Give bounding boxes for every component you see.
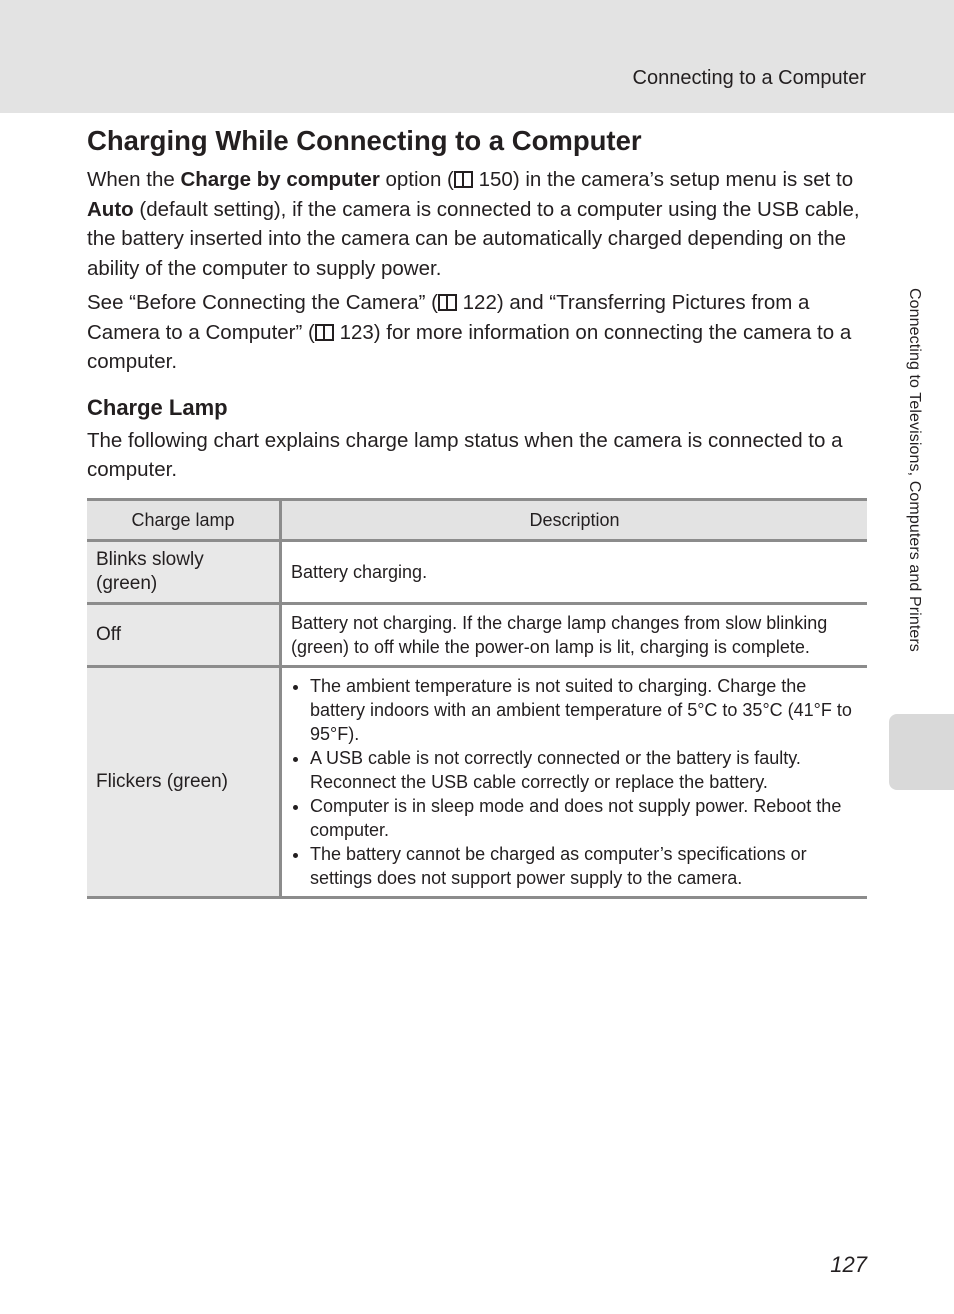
column-header: Charge lamp [87,500,281,541]
see-also-paragraph: See “Before Connecting the Camera” ( 122) and “Transferring Pictures from a Camera to a Computer” ( 123) for more information on connecting the camera to a computer. [87,291,852,373]
intro-paragraph: When the Charge by computer option ( 150) in the camera’s setup menu is set to Auto (default setting), if the camera is connected to a computer using the USB cable, the battery inserted into the camera can be automatically charged depending on the ability of the computer to supply power. [87,168,860,280]
page-reference: 123 [339,320,374,344]
page-number: 127 [830,1252,867,1277]
section-title: Charging While Connecting to a Computer [87,125,642,156]
auto-label: Auto [87,197,134,221]
header-band [0,0,954,113]
table-row [87,667,867,898]
column-header: Description [281,500,868,541]
chart-intro: The following chart explains charge lamp status when the camera is connected to a computer. [87,428,843,481]
subsection-title: Charge Lamp [87,394,228,420]
list-item: • The ambient temperature is not suited to charging. Charge the battery indoors with an ambient temperature of 5°C to 35°C (41°F to 95°F). [310,674,858,746]
lamp-status-cell: Flickers (green) [87,667,281,898]
main-content [87,124,867,485]
lamp-status-cell: Blinks slowly (green) [87,541,281,604]
side-tab-label: Connecting to Televisions, Computers and Printers [906,288,923,652]
table-row [87,604,867,667]
page-reference: 122 [462,291,497,314]
book-reference-icon [438,294,457,311]
description-cell [281,667,868,898]
lamp-status-cell: Off [87,604,281,667]
list-item: • A USB cable is not correctly connected or the battery is faulty. Reconnect the USB cable correctly or replace the battery. [310,746,858,794]
table-header-row [87,500,867,541]
running-head: Connecting to a Computer [632,67,866,89]
book-reference-icon [454,171,473,188]
charge-lamp-table [87,498,867,899]
table-row [87,541,867,604]
description-cell: Battery charging. [281,541,868,604]
side-tab-marker [889,714,954,790]
description-cell: Battery not charging. If the charge lamp changes from slow blinking (green) to off while the power-on lamp is lit, charging is complete. [281,604,868,667]
charge-by-computer-label: Charge by computer [180,168,380,191]
page-reference: 150 [478,168,513,191]
list-item: • Computer is in sleep mode and does not supply power. Reboot the computer. [310,794,858,842]
list-item: • The battery cannot be charged as computer’s specifications or settings does not support power supply to the camera. [310,842,858,890]
book-reference-icon [315,324,334,341]
cause-list [291,674,858,890]
